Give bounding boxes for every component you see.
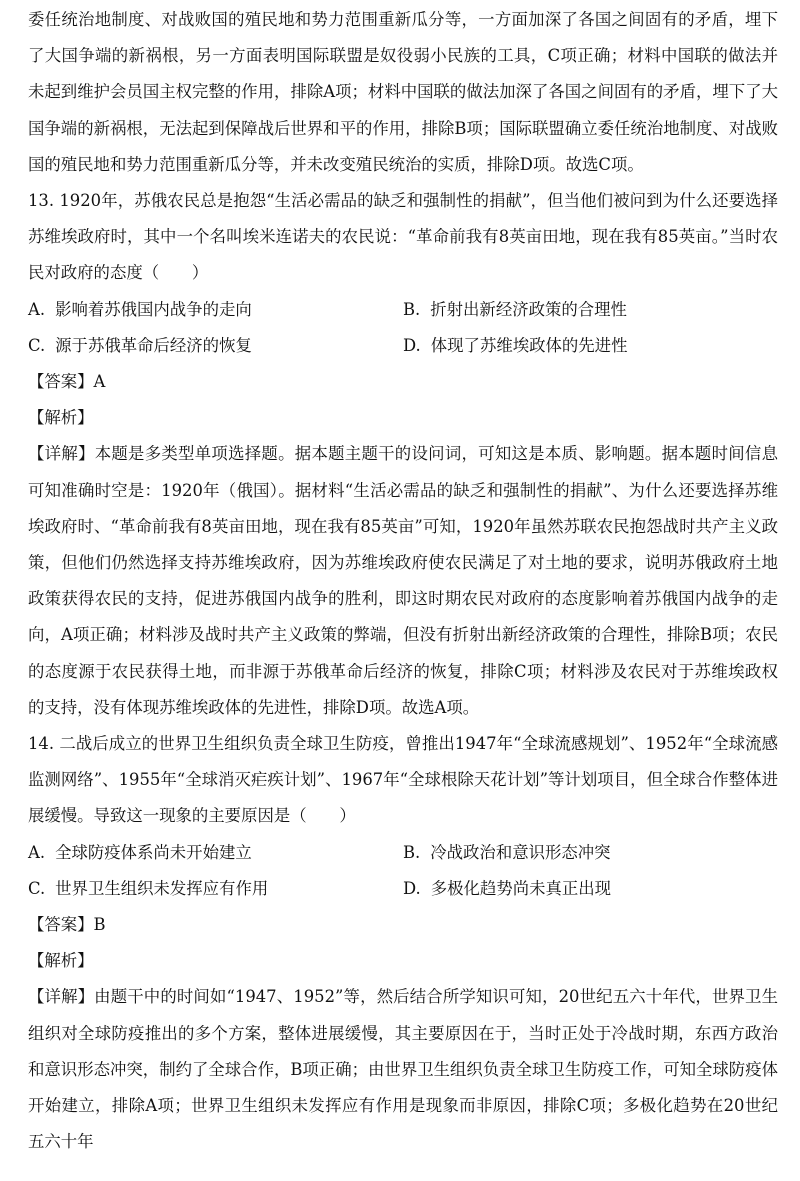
document-page [28, 2, 778, 1161]
option-text: 影响着苏俄国内战争的走向 [55, 299, 252, 319]
option-letter: B. [403, 842, 421, 862]
question-14-option-a[interactable] [28, 835, 403, 871]
option-letter: D. [403, 335, 421, 355]
question-14-stem: 14. 二战后成立的世界卫生组织负责全球卫生防疫，曾推出1947年“全球流感规划”、1952年“全球流感监测网络”、1955年“全球消灭疟疾计划”、1967年“全球根除天花计划”等计划项目，但全球合作整体进展缓慢。导致这一现象的主要原因是（ ） [28, 734, 778, 826]
question-13-option-a[interactable] [28, 292, 403, 328]
previous-analysis-continuation: 委任统治地制度、对战败国的殖民地和势力范围重新瓜分等，一方面加深了各国之间固有的矛盾，埋下了大国争端的新祸根，另一方面表明国际联盟是奴役弱小民族的工具，C项正确；材料中国联的做法并未起到维护会员国主权完整的作用，排除A项；材料中国联的做法加深了各国之间固有的矛盾，埋下了大国争端的新祸根，无法起到保障战后世界和平的作用，排除B项；国际联盟确立委任统治地制度、对战败国的殖民地和势力范围重新瓜分等，并未改变殖民统治的实质，排除D项。故选C项。 [28, 10, 778, 174]
question-13-options [28, 292, 778, 364]
option-letter: C. [28, 335, 46, 355]
question-13-option-c[interactable] [28, 328, 403, 364]
question-13-detail: 【详解】本题是多类型单项选择题。据本题主题干的设问词，可知这是本质、影响题。据本题时间信息可知准确时空是：1920年（俄国）。据材料“生活必需品的缺乏和强制性的捐献”、为什么还要选择苏维埃政府时、“革命前我有8英亩田地，现在我有85英亩”可知，1920年虽然苏联农民抱怨战时共产主义政策，但他们仍然选择支持苏维埃政府，因为苏维埃政府使农民满足了对土地的要求，说明苏俄政府土地政策获得农民的支持，促进苏俄国内战争的胜利，即这时期农民对政府的态度影响着苏俄国内战争的走向，A项正确；材料涉及战时共产主义政策的弊端，但没有折射出新经济政策的合理性，排除B项；农民的态度源于农民获得土地，而非源于苏俄革命后经济的恢复，排除C项；材料涉及农民对于苏维埃政权的支持，没有体现苏维埃政体的先进性，排除D项。故选A项。 [28, 444, 778, 717]
option-text: 冷战政治和意识形态冲突 [430, 842, 611, 862]
option-letter: A. [28, 299, 46, 319]
question-14-option-b[interactable] [403, 835, 778, 871]
question-14-option-c[interactable] [28, 871, 403, 907]
question-13-option-b[interactable] [403, 292, 778, 328]
option-text: 体现了苏维埃政体的先进性 [430, 335, 628, 355]
option-text: 折射出新经济政策的合理性 [430, 299, 627, 319]
question-14-detail: 【详解】由题干中的时间如“1947、1952”等，然后结合所学知识可知，20世纪五六十年代，世界卫生组织对全球防疫推出的多个方案，整体进展缓慢，其主要原因在于，当时正处于冷战时期，东西方政治和意识形态冲突，制约了全球合作，B项正确；由世界卫生组织负责全球卫生防疫工作，可知全球防疫体开始建立，排除A项；世界卫生组织未发挥应有作用是现象而非原因，排除C项；多极化趋势在20世纪五六十年 [28, 987, 778, 1152]
option-text: 世界卫生组织未发挥应有作用 [55, 878, 269, 898]
question-14-option-d[interactable] [403, 871, 778, 907]
option-letter: A. [28, 842, 46, 862]
question-14-answer: 【答案】B [28, 915, 106, 935]
question-13-analysis-label: 【解析】 [28, 408, 94, 428]
option-text: 多极化趋势尚未真正出现 [430, 878, 612, 898]
question-14-analysis-label: 【解析】 [28, 951, 94, 971]
option-letter: D. [403, 878, 421, 898]
option-letter: C. [28, 878, 46, 898]
question-13-answer: 【答案】A [28, 372, 106, 392]
question-14-options [28, 835, 778, 907]
question-13-stem: 13. 1920年，苏俄农民总是抱怨“生活必需品的缺乏和强制性的捐献”，但当他们被问到为什么还要选择苏维埃政府时，其中一个名叫埃米连诺夫的农民说：“革命前我有8英亩田地，现在我有85英亩。”当时农民对政府的态度（ ） [28, 191, 778, 283]
option-letter: B. [403, 299, 421, 319]
option-text: 全球防疫体系尚未开始建立 [55, 842, 252, 862]
option-text: 源于苏俄革命后经济的恢复 [55, 335, 252, 355]
question-13-option-d[interactable] [403, 328, 778, 364]
